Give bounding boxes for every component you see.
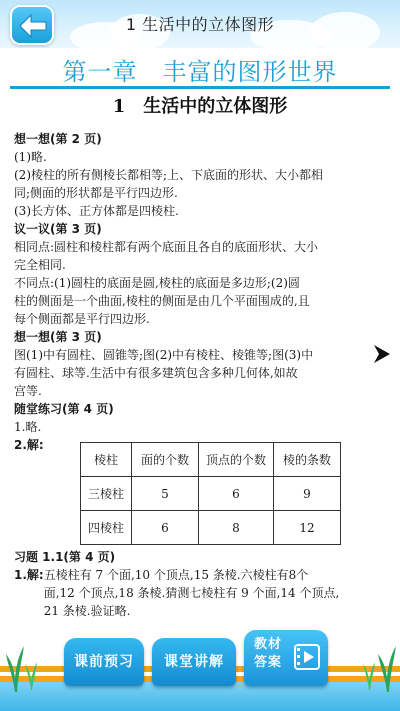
text-line: 21 条棱.验证略. (43, 604, 131, 618)
table-header-row (81, 443, 341, 477)
text-line: 五棱柱有 7 个面,10 个顶点,15 条棱.六棱柱有8个 (43, 568, 309, 582)
chapter-divider (10, 86, 390, 89)
text-line: 宫等. (14, 384, 42, 398)
text-line: 相同点:圆柱和棱柱都有两个底面且各自的底面形状、大小 (14, 240, 319, 254)
think2-heading: 想一想(第 3 页) (14, 330, 102, 344)
footer-base (0, 682, 400, 711)
table-header-cell: 棱柱 (81, 443, 132, 477)
text-line: 完全相同. (14, 258, 66, 272)
table-cell: 8 (199, 511, 274, 545)
page-title: 1 生活中的立体图形 (125, 15, 275, 34)
text-line: (2)棱柱的所有侧棱长都相等;上、下底面的形状、大小都相 (14, 168, 324, 182)
table-row (81, 477, 341, 511)
table-header-cell: 顶点的个数 (199, 443, 274, 477)
section-title: 1 生活中的立体图形 (112, 96, 288, 117)
table-cell: 12 (274, 511, 341, 545)
text-line: 每个侧面都是平行四边形. (14, 312, 150, 326)
tab-lecture[interactable]: 课堂讲解 (152, 638, 236, 686)
plant-left-icon (4, 644, 26, 692)
text-line: 同;侧面的形状都是平行四边形. (14, 186, 178, 200)
tab-answers-label (254, 636, 282, 672)
tab-answers[interactable] (244, 630, 328, 686)
text-line: (1)略. (14, 150, 47, 164)
exercise-1 (14, 566, 364, 620)
text-line: 面,12 个顶点,18 条棱.猜测七棱柱有 9 个面,14 个顶点, (43, 586, 340, 600)
plant-left-small-icon (24, 660, 38, 690)
text-line: 图(1)中有圆柱、圆锥等;图(2)中有棱柱、棱锥等;图(3)中 (14, 348, 314, 362)
text-line: 柱的侧面是一个曲面,棱柱的侧面是由几个平面围成的,且 (14, 294, 310, 308)
bottom-nav (0, 626, 400, 711)
plant-right-small-icon (362, 660, 376, 690)
think1-heading: 想一想(第 2 页) (14, 132, 102, 146)
practice-heading: 随堂练习(第 4 页) (14, 402, 114, 416)
chapter-title: 第一章 丰富的图形世界 (62, 58, 338, 86)
tab-answers-line1: 教材 (254, 637, 283, 652)
tab-answers-line2: 答案 (254, 655, 283, 670)
table-cell: 三棱柱 (81, 477, 132, 511)
exercise-heading: 习题 1.1(第 4 页) (14, 550, 116, 564)
table-header-cell: 面的个数 (132, 443, 199, 477)
text-line: 有圆柱、球等.生活中有很多建筑包含多种几何体,如故 (14, 366, 298, 380)
table-row (81, 511, 341, 545)
table-cell: 四棱柱 (81, 511, 132, 545)
exercise-block (14, 548, 364, 620)
practice-2-label: 2.解: (14, 438, 44, 452)
table-cell: 5 (132, 477, 199, 511)
text-line: 1.略. (14, 420, 42, 434)
play-icon (294, 644, 320, 670)
text-line: 不同点:(1)圆柱的底面是圆,棱柱的底面是多边形;(2)圆 (14, 276, 300, 290)
think1-block (14, 130, 364, 454)
exercise-1-label: 1.解: (14, 568, 44, 582)
exercise-1-answer (44, 566, 364, 620)
table-cell: 6 (199, 477, 274, 511)
text-line: (3)长方体、正方体都是四棱柱. (14, 204, 179, 218)
prism-table (80, 442, 341, 545)
chevron-right-icon (372, 343, 392, 365)
top-bar (0, 0, 400, 48)
next-page-button[interactable] (372, 343, 392, 365)
plant-right-icon (376, 644, 398, 692)
discuss-heading: 议一议(第 3 页) (14, 222, 102, 236)
tab-preview[interactable]: 课前预习 (64, 638, 144, 686)
table-cell: 6 (132, 511, 199, 545)
table-header-cell: 棱的条数 (274, 443, 341, 477)
table-cell: 9 (274, 477, 341, 511)
